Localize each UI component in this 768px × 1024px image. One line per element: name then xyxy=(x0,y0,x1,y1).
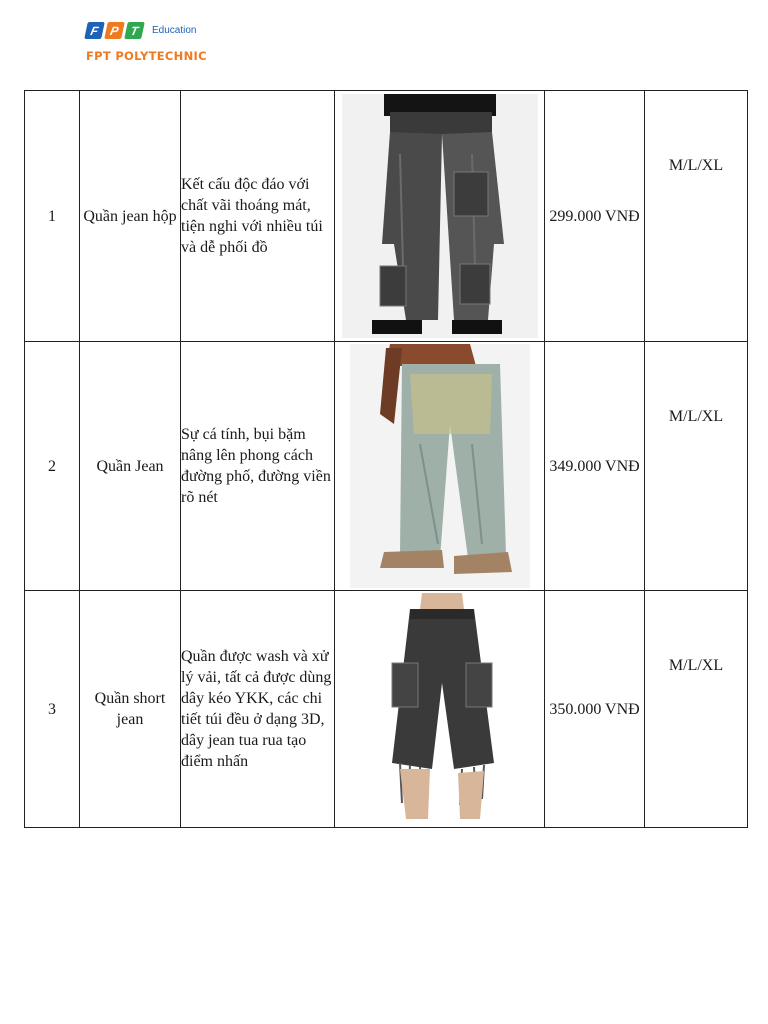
washed-jeans-photo-icon xyxy=(350,344,530,588)
logo-letter-p: P xyxy=(104,22,125,39)
product-image-cell xyxy=(335,591,545,828)
product-image-cell xyxy=(335,91,545,342)
product-sizes xyxy=(645,591,748,828)
product-table xyxy=(24,90,748,828)
product-price: 349.000 VNĐ xyxy=(545,342,645,591)
product-row xyxy=(25,91,748,342)
product-sizes-label: M/L/XL xyxy=(668,657,724,674)
logo-letter-f: F xyxy=(84,22,105,39)
product-name: Quần Jean xyxy=(80,342,181,591)
product-index: 2 xyxy=(25,342,80,591)
logo-letter-t: T xyxy=(124,22,145,39)
logo-tagline: Education xyxy=(152,25,197,36)
product-price: 299.000 VNĐ xyxy=(545,91,645,342)
cargo-jeans-photo-icon xyxy=(342,94,538,338)
fpt-logo xyxy=(86,22,286,39)
product-sizes-label: M/L/XL xyxy=(668,157,724,174)
product-description: Quần được wash và xử lý vải, tất cả được dùng dây kéo YKK, các chi tiết túi đều ở dạng 3D, dây jean tua rua tạo điểm nhấn xyxy=(181,591,335,828)
product-index: 3 xyxy=(25,591,80,828)
product-price: 350.000 VNĐ xyxy=(545,591,645,828)
product-index: 1 xyxy=(25,91,80,342)
product-row xyxy=(25,342,748,591)
product-description: Kết cấu độc đáo với chất vãi thoáng mát, tiện nghi với nhiều túi và dễ phối đồ xyxy=(181,91,335,342)
school-name: FPT POLYTECHNIC xyxy=(86,49,207,63)
jean-shorts-photo-icon xyxy=(370,593,510,825)
product-sizes xyxy=(645,342,748,591)
product-sizes-label: M/L/XL xyxy=(668,408,724,425)
product-description: Sự cá tính, bụi bặm nâng lên phong cách đường phố, đường viền rõ nét xyxy=(181,342,335,591)
product-image-cell xyxy=(335,342,545,591)
product-name: Quần jean hộp xyxy=(80,91,181,342)
product-row xyxy=(25,591,748,828)
product-name: Quần short jean xyxy=(80,591,181,828)
page-header xyxy=(86,22,286,74)
product-sizes xyxy=(645,91,748,342)
